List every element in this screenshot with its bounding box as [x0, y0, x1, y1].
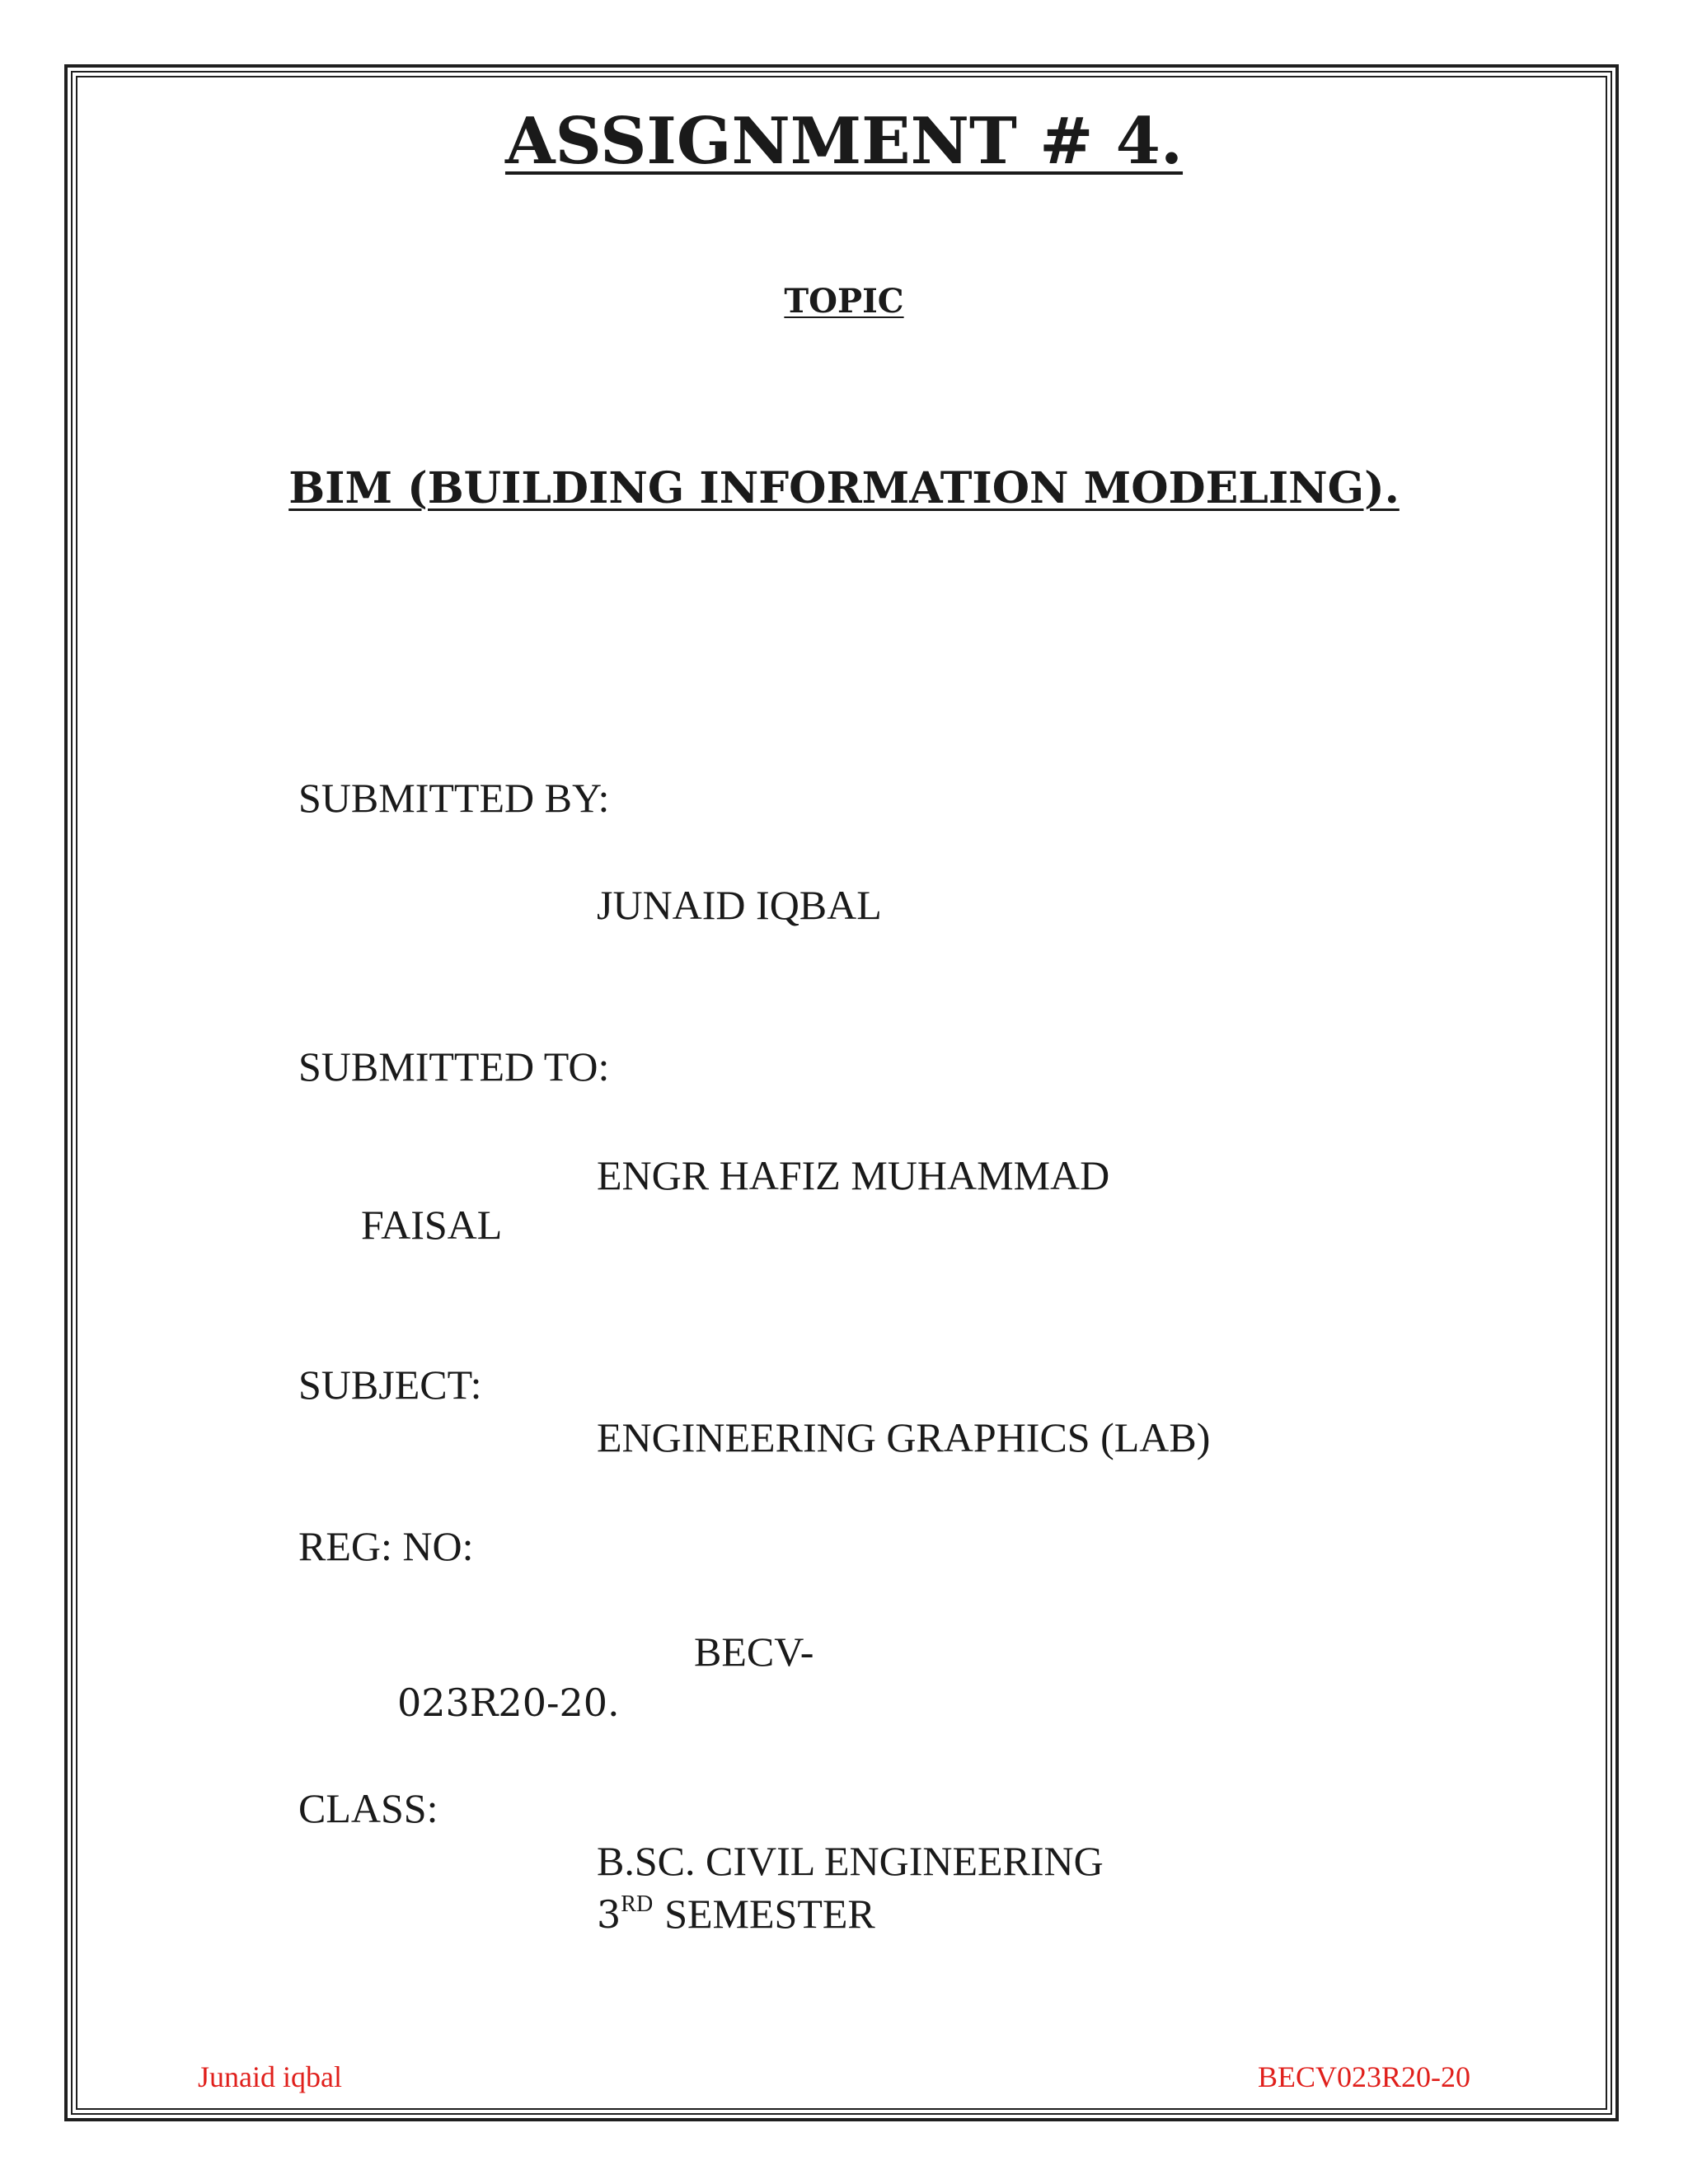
footer-author: Junaid iqbal [198, 2060, 342, 2093]
footer-reg-number: BECV023R20-20 [1258, 2060, 1471, 2093]
class-value-line1: B.SC. CIVIL ENGINEERING [597, 1838, 1104, 1884]
class-semester [597, 1889, 875, 1939]
reg-no-value-line1: BECV- [694, 1629, 814, 1675]
subject-label: SUBJECT: [298, 1361, 482, 1408]
topic-title: BIM (BUILDING INFORMATION MODELING). [288, 463, 1400, 513]
semester-number: 3 [597, 1892, 621, 1937]
submitted-by-value: JUNAID IQBAL [597, 882, 882, 928]
subject-value: ENGINEERING GRAPHICS (LAB) [597, 1414, 1211, 1460]
topic-label: TOPIC [784, 282, 904, 321]
semester-ordinal: RD [621, 1891, 654, 1917]
assignment-title: ASSIGNMENT # 4. [504, 104, 1184, 179]
reg-no-value-line2: 023R20-20. [397, 1680, 620, 1725]
submitted-to-label: SUBMITTED TO: [298, 1043, 610, 1090]
reg-no-label: REG: NO: [298, 1523, 474, 1569]
class-label: CLASS: [298, 1785, 438, 1831]
semester-word: SEMESTER [664, 1891, 875, 1937]
submitted-by-label: SUBMITTED BY: [298, 775, 610, 821]
submitted-to-value-line1: ENGR HAFIZ MUHAMMAD [597, 1152, 1110, 1198]
submitted-to-value-line2: FAISAL [361, 1202, 503, 1248]
